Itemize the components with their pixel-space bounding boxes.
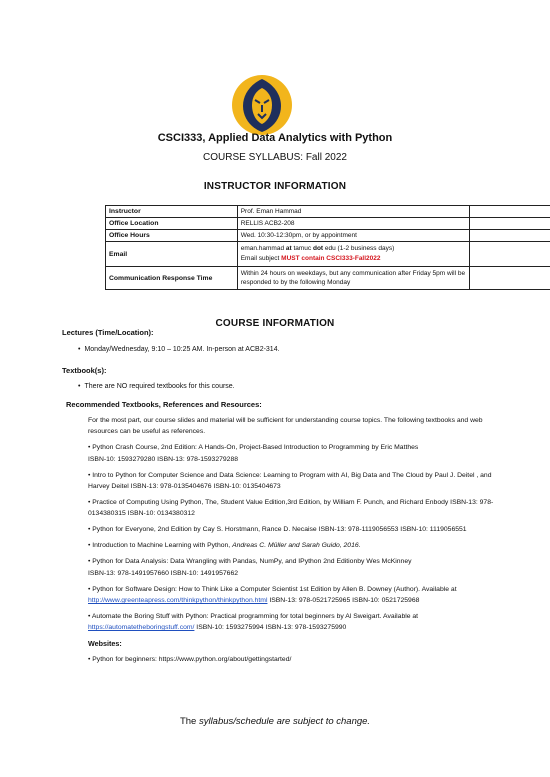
response-time-label: Communication Response Time <box>106 267 238 290</box>
book-entry <box>88 611 496 633</box>
email-value <box>237 242 469 267</box>
thinkpython-link[interactable]: http://www.greenteapress.com/thinkpython/thinkpython.html <box>88 597 268 604</box>
empty-cell <box>469 267 550 290</box>
note-italic: syllabus/schedule are subject to change. <box>198 716 371 727</box>
book-entry: • Practice of Computing Using Python, The, Student Value Edition,3rd Edition, by William F. Punch, and Richard Enbody ISBN-13: 978-0134380315 ISBN-10: 0134380312 <box>88 499 494 517</box>
book-isbn: ISBN-10: 1593275994 ISBN-13: 978-1593275990 <box>194 624 347 631</box>
table-row <box>106 242 550 267</box>
book-title: • Python for Software Design: How to Think Like a Computer Scientist 1st Edition by Allen B. Downey (Author). Available at <box>88 586 457 593</box>
row-label: Office Location <box>106 218 238 230</box>
university-lion-logo <box>231 74 293 136</box>
row-value: Prof. Eman Hammad <box>237 206 469 218</box>
note-prefix: The <box>179 716 199 727</box>
lectures-heading: Lectures (Time/Location): <box>62 328 154 337</box>
book-entry: • Python for Everyone, 2nd Edition by Cay S. Horstmann, Rance D. Necaise ISBN-13: 978-1119056553 ISBN-10: 1119056551 <box>88 526 467 533</box>
table-row <box>106 206 550 218</box>
book-title: • Automate the Boring Stuff with Python: Practical programming for total beginners by Al Sweigart. Available at <box>88 613 419 620</box>
textbooks-item: • There are NO required textbooks for this course. <box>78 383 235 390</box>
email-label: Email <box>106 242 238 267</box>
empty-cell <box>469 218 550 230</box>
email-at: at <box>285 245 292 252</box>
recommended-resources <box>88 415 496 670</box>
email-domain: tamuc <box>291 245 313 252</box>
table-row <box>106 218 550 230</box>
row-label: Office Hours <box>106 230 238 242</box>
instructor-info-table <box>105 205 550 290</box>
lectures-item: • Monday/Wednesday, 9:10 – 10:25 AM. In-person at ACB2-314. <box>78 346 280 353</box>
book-entry <box>88 584 496 606</box>
book-entry: • Intro to Python for Computer Science and Data Science: Learning to Program with AI, Big Data and The Cloud by Paul J. Deitel , and Harvey Deitel ISBN-13: 978-0135404676 ISBN-10: 0135404673 <box>88 472 492 490</box>
website-item: • Python for beginners: https://www.python.org/about/gettingstarted/ <box>88 656 292 663</box>
response-time-value: Within 24 hours on weekdays, but any communication after Friday 5pm will be responded to by the following Monday <box>237 267 469 290</box>
websites-heading: Websites: <box>88 639 122 648</box>
row-label: Instructor <box>106 206 238 218</box>
book-isbn: ISBN-13: 978-1491957660 ISBN-10: 1491957662 <box>88 570 239 577</box>
instructor-section-heading: INSTRUCTOR INFORMATION <box>203 181 347 192</box>
course-title: CSCI333, Applied Data Analytics with Python <box>157 132 393 144</box>
email-dot: dot <box>312 245 324 252</box>
empty-cell <box>469 230 550 242</box>
table-row <box>106 230 550 242</box>
book-authors: Andreas C. Müller and Sarah Guido, 2016. <box>232 542 361 549</box>
row-value: RELLIS ACB2-208 <box>237 218 469 230</box>
book-isbn: ISBN-10: 1593279280 ISBN-13: 978-1593279288 <box>88 456 239 463</box>
email-response-note: edu (1-2 business days) <box>323 245 395 252</box>
book-title: • Introduction to Machine Learning with Python, <box>88 542 233 549</box>
recommended-heading: Recommended Textbooks, References and Resources: <box>66 400 262 409</box>
email-subject-label: Email subject <box>240 255 282 262</box>
subject-to-change-note <box>0 716 550 727</box>
book-entry <box>88 540 496 551</box>
email-subject-requirement: MUST contain CSCI333-Fall2022 <box>281 255 381 262</box>
course-subtitle: COURSE SYLLABUS: Fall 2022 <box>203 152 347 163</box>
email-address-line <box>241 244 466 254</box>
email-user: eman.hammad <box>240 245 286 252</box>
book-entry: • Python Crash Course, 2nd Edition: A Hands-On, Project-Based Introduction to Programming by Eric Matthes <box>88 444 419 451</box>
course-section-heading: COURSE INFORMATION <box>215 318 335 329</box>
empty-cell <box>469 206 550 218</box>
row-value: Wed. 10:30-12:30pm, or by appointment <box>237 230 469 242</box>
book-isbn: ISBN-13: 978-0521725965 ISBN-10: 0521725968 <box>267 597 420 604</box>
email-subject-line <box>241 254 466 264</box>
textbooks-heading: Textbook(s): <box>62 366 107 375</box>
automate-boring-stuff-link[interactable]: https://automatetheboringstuff.com/ <box>88 624 195 631</box>
resources-intro: For the most part, our course slides and material will be sufficient for understanding course topics. The following textbooks and web resources can be useful as references. <box>88 417 483 435</box>
empty-cell <box>469 242 550 267</box>
book-entry: • Python for Data Analysis: Data Wrangling with Pandas, NumPy, and IPython 2nd Editionby Wes McKinney <box>88 558 412 565</box>
table-row <box>106 267 550 290</box>
